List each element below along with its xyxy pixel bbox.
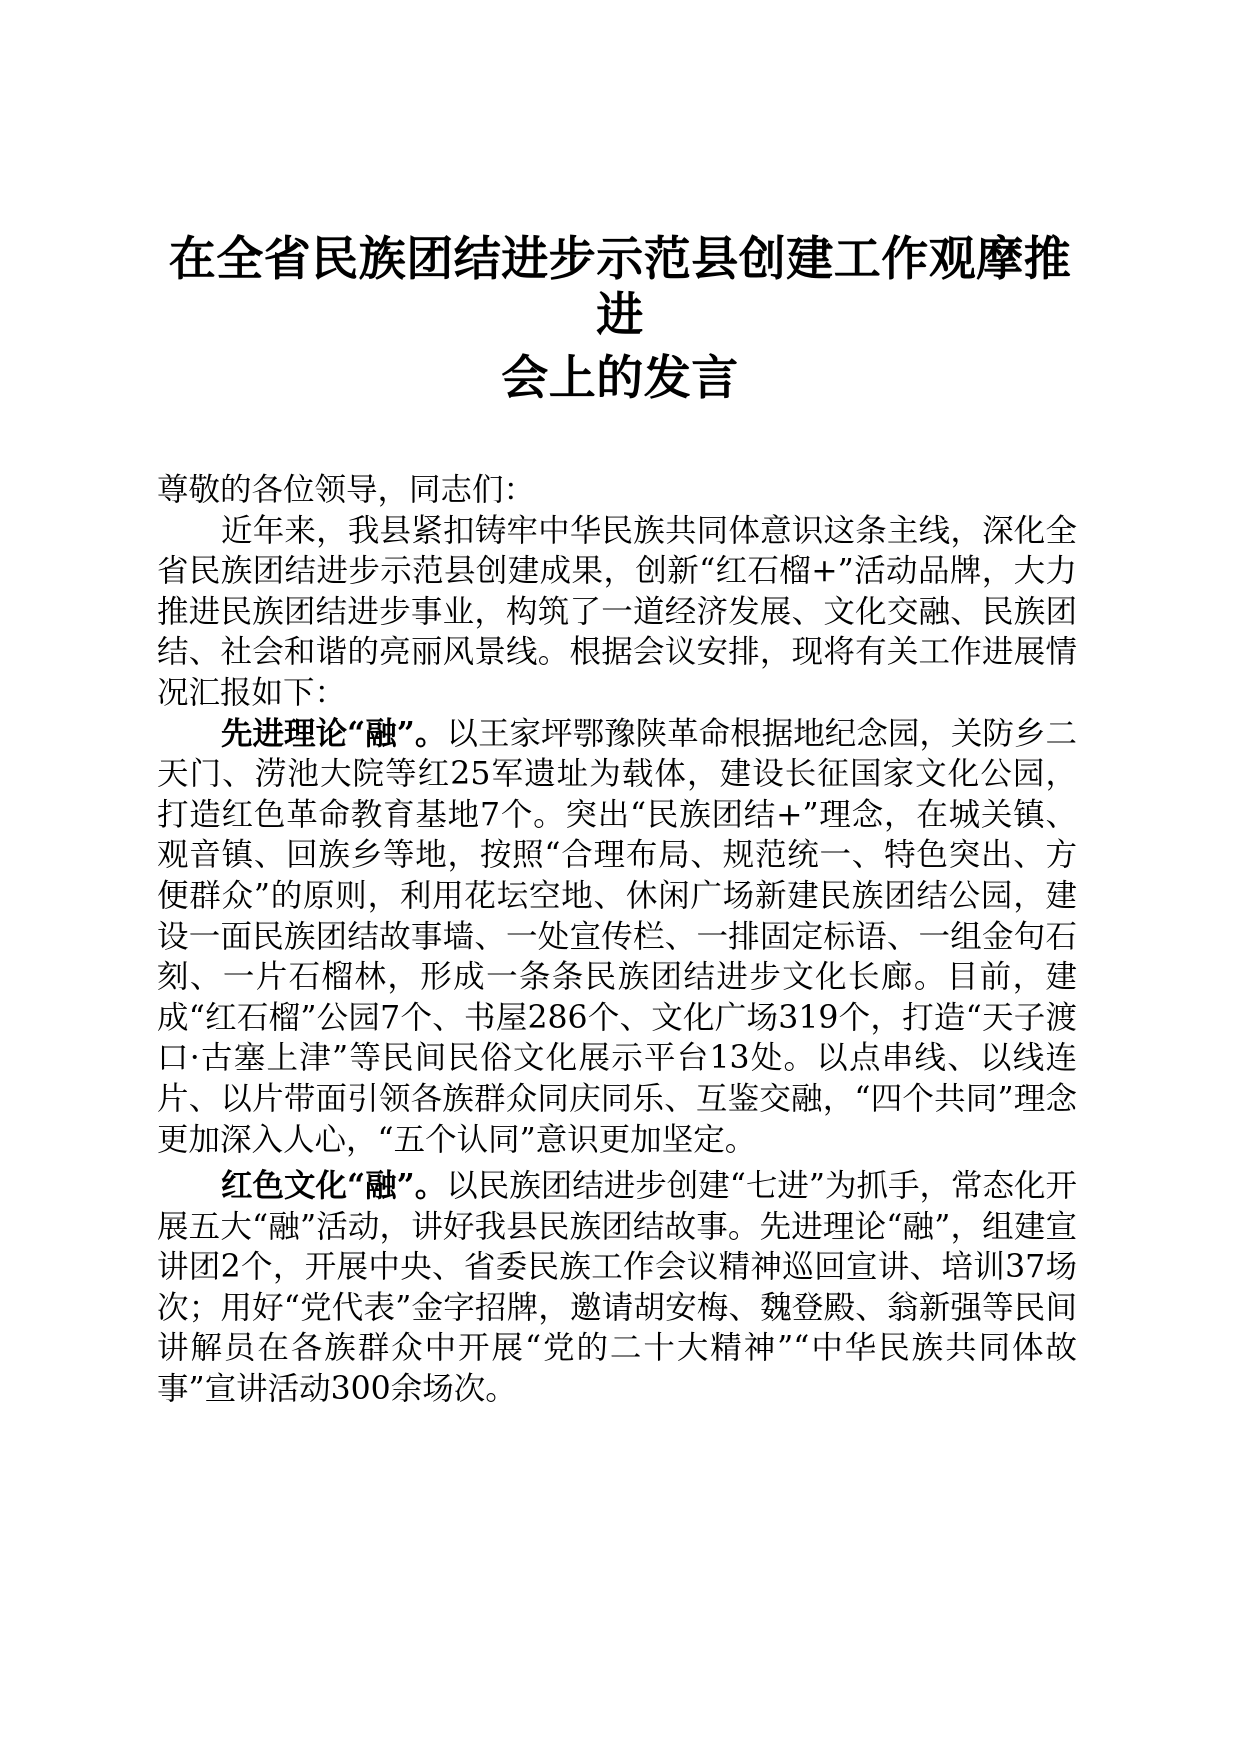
salutation: 尊敬的各位领导，同志们： [157, 472, 536, 508]
section-2-lead: 红色文化“融”。 [221, 1167, 447, 1205]
section-1-text: 以王家坪鄂豫陕革命根据地纪念园，关防乡二天门、涝池大院等红25军遗址为载体，建设长征国家文化公园，打造红色革命教育基地7个。突出“民族团结+”理念，在城关镇、观音镇、回族乡等地，按照“合理布局、规范统一、特色突出、方便群众”的原则，利用花坛空地、休闲广场新建民族团结公园，建设一面民族团结故事墙、一处宣传栏、一排固定标语、一组金句石刻、一片石榴林，形成一条条民族团结进步文化长廊。目前，建成“红石榴”公园7个、书屋286个、文化广场319个，打造“天子渡口·古塞上津”等民间民俗文化展示平台13处。以点串线、以线连片、以片带面引领各族群众同庆同乐、互鉴交融，“四个共同”理念更加深入人心，“五个认同”意识更加坚定。 [157, 715, 1077, 1158]
section-2-text: 以民族团结进步创建“七进”为抓手，常态化开展五大“融”活动，讲好我县民族团结故事。先进理论“融”，组建宣讲团2个，开展中央、省委民族工作会议精神巡回宣讲、培训37场次；用好“党代表”金字招牌，邀请胡安梅、魏登殿、翁新强等民间讲解员在各族群众中开展“党的二十大精神”“中华民族共同体故事”宣讲活动300余场次。 [157, 1168, 1077, 1408]
section-paragraph-1 [157, 714, 1077, 1161]
document-title-line-2: 会上的发言 [501, 351, 739, 406]
section-paragraph-2 [157, 1166, 1077, 1410]
document-title-line-1: 在全省民族团结进步示范县创建工作观摩推进 [168, 232, 1072, 343]
section-1-lead: 先进理论“融”。 [221, 714, 447, 752]
intro-paragraph: 近年来，我县紧扣铸牢中华民族共同体意识这条主线，深化全省民族团结进步示范县创建成果，创新“红石榴+”活动品牌，大力推进民族团结进步事业，构筑了一道经济发展、文化交融、民族团结、社会和谐的亮丽风景线。根据会议安排，现将有关工作进展情况汇报如下： [157, 512, 1077, 711]
document-body [157, 470, 1077, 1410]
